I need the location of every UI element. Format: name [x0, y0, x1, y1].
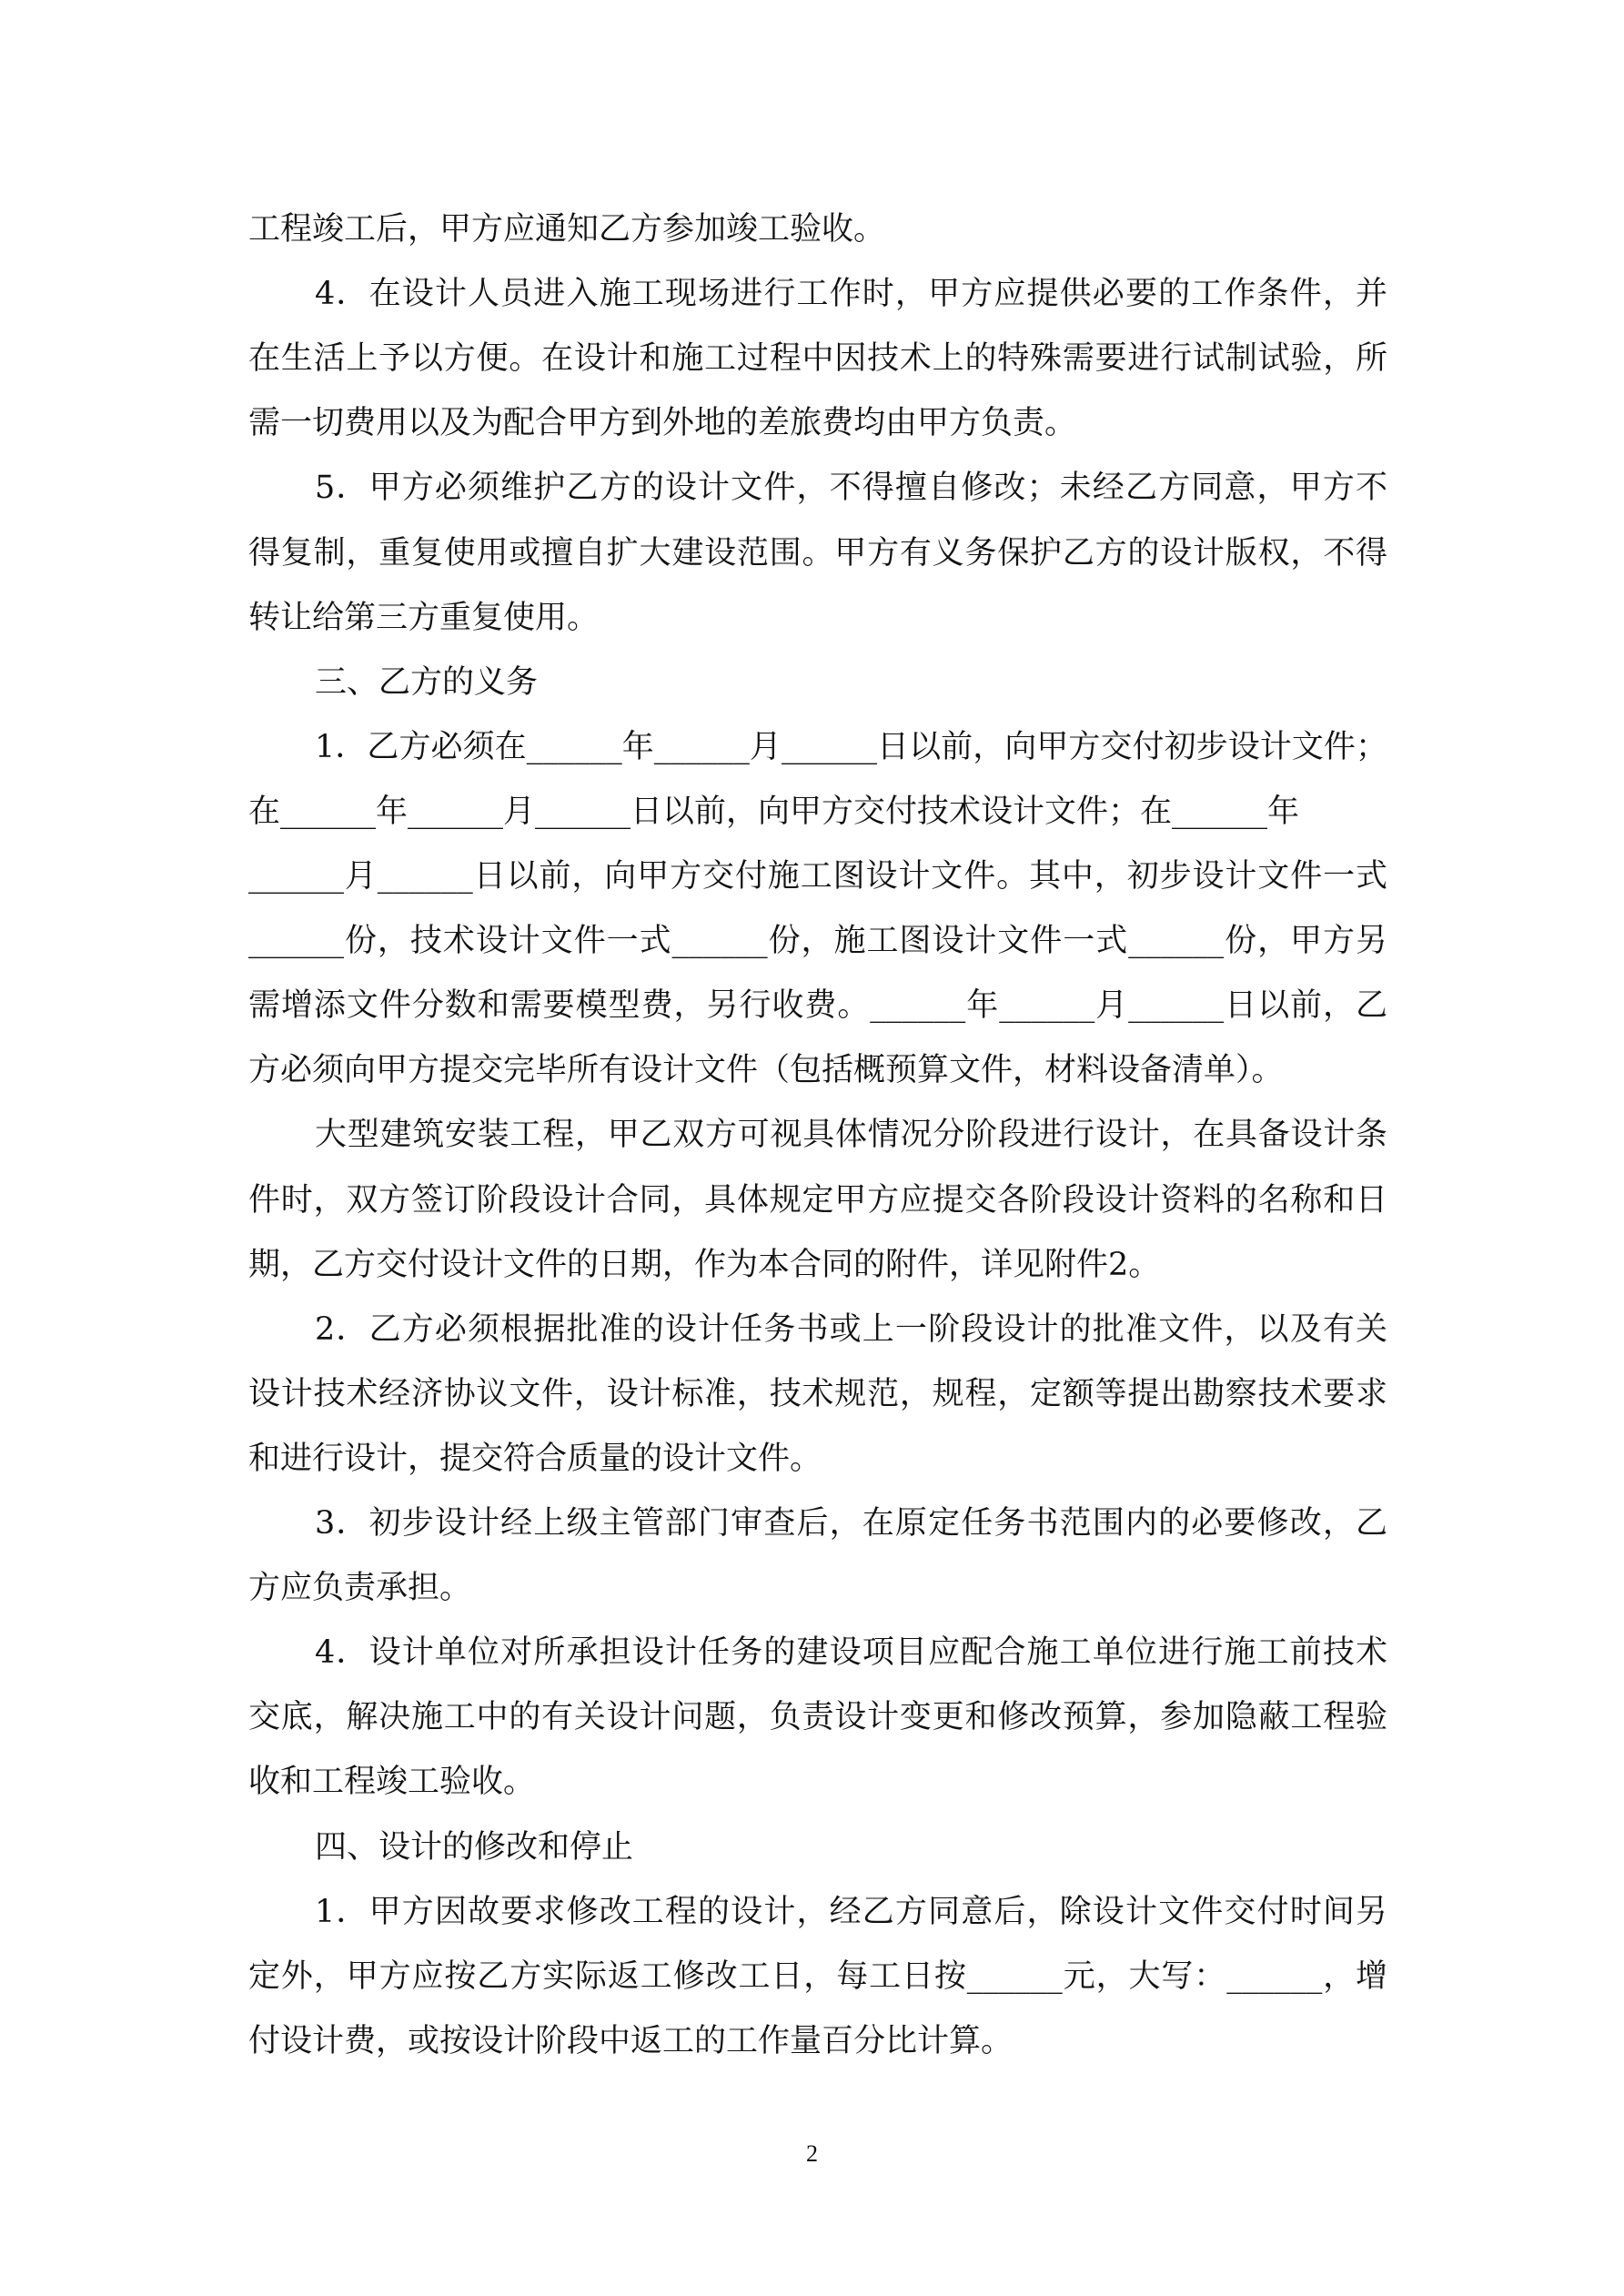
text-line: 需一切费用以及为配合甲方到外地的差旅费均由甲方负责。	[248, 405, 1077, 442]
text-line: 定外，甲方应按乙方实际返工修改工日，每工日按______元，大写：______，增	[248, 1957, 1387, 1995]
text-line: 4．设计单位对所承担设计任务的建设项目应配合施工单位进行施工前技术	[315, 1634, 1387, 1672]
text-line: 工程竣工后，甲方应通知乙方参加竣工验收。	[248, 211, 886, 248]
text-line: 方应负责承担。	[248, 1570, 472, 1607]
text-line: 5．甲方必须维护乙方的设计文件，不得擅自修改；未经乙方同意，甲方不	[315, 470, 1387, 507]
text-line: 件时，双方签订阶段设计合同，具体规定甲方应提交各阶段设计资料的名称和日	[248, 1181, 1387, 1219]
text-line: 需增添文件分数和需要模型费，另行收费。______年______月______日以前，乙	[248, 987, 1387, 1025]
text-line: 三、乙方的义务	[315, 663, 539, 701]
text-line: 付设计费，或按设计阶段中返工的工作量百分比计算。	[248, 2022, 1014, 2059]
text-line: 期，乙方交付设计文件的日期，作为本合同的附件，详见附件2。	[248, 1246, 1161, 1283]
text-line: 交底，解决施工中的有关设计问题，负责设计变更和修改预算，参加隐蔽工程验	[248, 1699, 1387, 1736]
text-line: 在生活上予以方便。在设计和施工过程中因技术上的特殊需要进行试制试验，所	[248, 340, 1387, 378]
text-line: 1．乙方必须在______年______月______日以前，向甲方交付初步设计文件；	[315, 728, 1387, 765]
text-line: 1．甲方因故要求修改工程的设计，经乙方同意后，除设计文件交付时间另	[315, 1893, 1387, 1930]
text-line: 2．乙方必须根据批准的设计任务书或上一阶段设计的批准文件，以及有关	[315, 1310, 1387, 1348]
text-line: ______份，技术设计文件一式______份，施工图设计文件一式______份，甲方另	[248, 923, 1387, 960]
text-line: 和进行设计，提交符合质量的设计文件。	[248, 1440, 822, 1477]
text-line: 在______年______月______日以前，向甲方交付技术设计文件；在______年	[248, 793, 1300, 830]
page-number: 2	[806, 2140, 818, 2167]
text-line: 设计技术经济协议文件，设计标准，技术规范，规程，定额等提出勘察技术要求	[248, 1375, 1387, 1412]
text-line: 方必须向甲方提交完毕所有设计文件（包括概预算文件，材料设备清单）。	[248, 1052, 1284, 1089]
text-line: 收和工程竣工验收。	[248, 1764, 536, 1801]
text-line: 4．在设计人员进入施工现场进行工作时，甲方应提供必要的工作条件，并	[315, 276, 1387, 313]
text-line: 大型建筑安装工程，甲乙双方可视具体情况分阶段进行设计，在具备设计条	[315, 1117, 1387, 1154]
text-line: 得复制，重复使用或擅自扩大建设范围。甲方有义务保护乙方的设计版权，不得	[248, 534, 1387, 571]
text-line: 转让给第三方重复使用。	[248, 599, 600, 636]
text-line: 四、设计的修改和停止	[315, 1828, 634, 1866]
text-line: 3．初步设计经上级主管部门审查后，在原定任务书范围内的必要修改，乙	[315, 1505, 1387, 1542]
text-line: ______月______日以前，向甲方交付施工图设计文件。其中，初步设计文件一式	[248, 858, 1387, 895]
